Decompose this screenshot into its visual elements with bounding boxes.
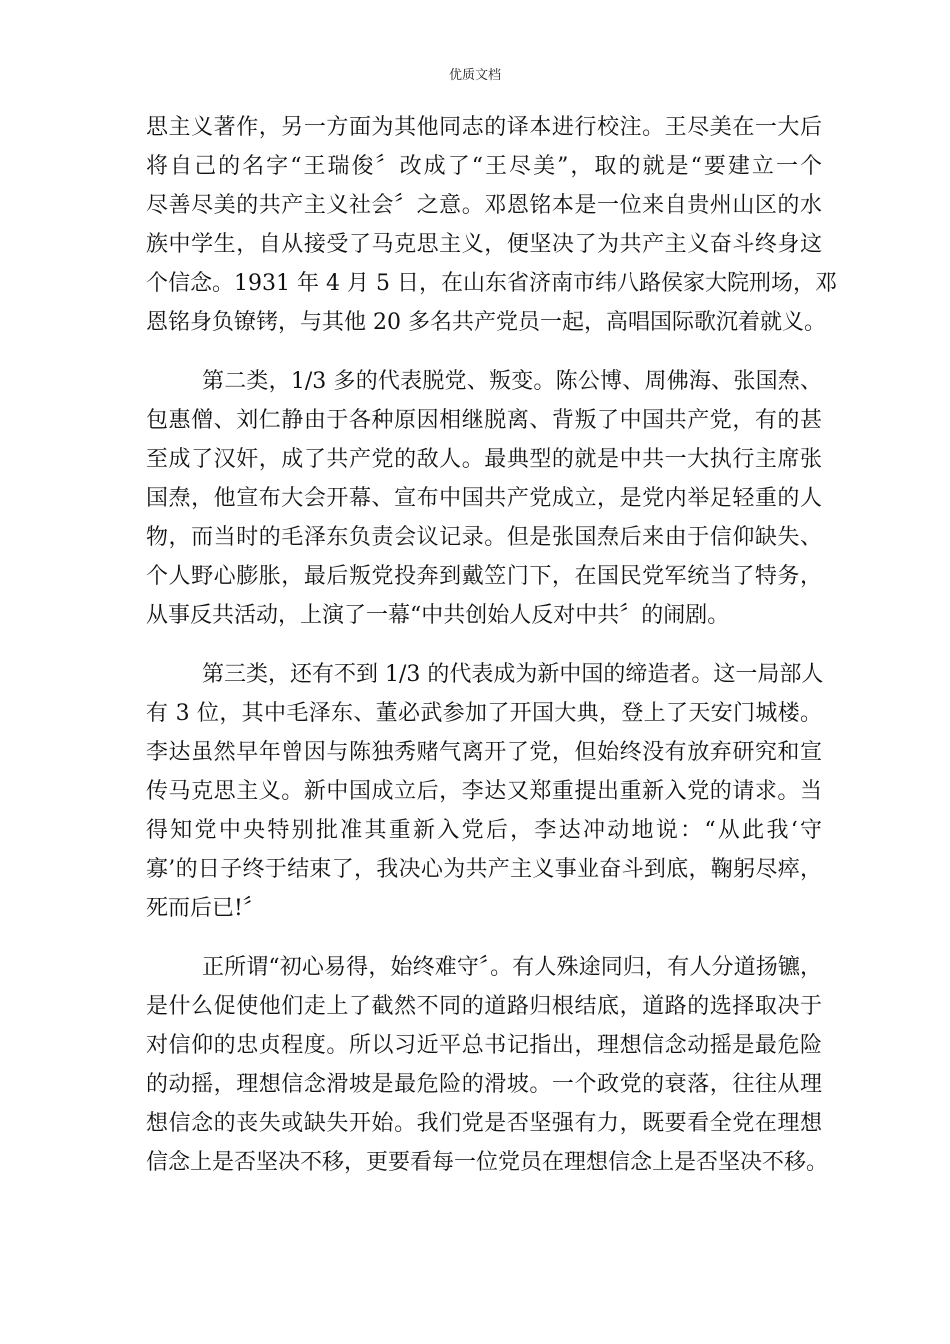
text-line: 对信仰的忠贞程度。所以习近平总书记指出，理想信念动摇是最危险 bbox=[146, 1033, 822, 1058]
paragraph bbox=[146, 108, 837, 342]
text-line: 有 3 位，其中毛泽东、董必武参加了开国大典，登上了天安门城楼。 bbox=[146, 701, 822, 726]
text-line: 尽善尽美的共产主义社会〞之意。邓恩铭本是一位来自贵州山区的水 bbox=[146, 193, 822, 218]
text-line: 物，而当时的毛泽东负责会议记录。但是张国焘后来由于信仰缺失、 bbox=[146, 525, 822, 550]
text-line: 思主义著作，另一方面为其他同志的译本进行校注。王尽美在一大后 bbox=[146, 115, 822, 140]
text-line: 至成了汉奸，成了共产党的敌人。最典型的就是中共一大执行主席张 bbox=[146, 447, 822, 472]
paragraph bbox=[146, 948, 829, 1182]
text-line: 传马克思主义。新中国成立后，李达又郑重提出重新入党的请求。当 bbox=[146, 779, 822, 804]
text-line: 将自己的名字“王瑞俊〞改成了“王尽美”，取的就是“要建立一个 bbox=[146, 154, 822, 179]
text-line: 从事反共活动，上演了一幕“中共创始人反对中共〞的闹剧。 bbox=[146, 603, 730, 628]
text-line: 信念上是否坚决不移，更要看每一位党员在理想信念上是否坚决不移。 bbox=[146, 1150, 829, 1175]
text-line: 第二类，1/3 多的代表脱党、叛变。陈公博、周佛海、张国焘、 bbox=[202, 369, 822, 394]
text-line: 正所谓“初心易得，始终难守〞。有人殊途同归，有人分道扬镳， bbox=[202, 955, 822, 980]
text-line: 得知党中央特别批准其重新入党后，李达冲动地说：“从此我‘守 bbox=[146, 818, 822, 843]
text-line: 是什么促使他们走上了截然不同的道路归根结底，道路的选择取决于 bbox=[146, 994, 822, 1019]
text-line: 死而后已!〞 bbox=[146, 896, 265, 921]
text-line: 寡’的日子终于结束了，我决心为共产主义事业奋斗到底，鞠躬尽瘁， bbox=[146, 857, 822, 882]
text-line: 想信念的丧失或缺失开始。我们党是否坚强有力，既要看全党在理想 bbox=[146, 1111, 822, 1136]
text-line: 族中学生，自从接受了马克思主义，便坚决了为共产主义奋斗终身这 bbox=[146, 232, 822, 257]
paragraph bbox=[146, 655, 822, 928]
paragraph bbox=[146, 362, 822, 635]
document-body bbox=[146, 108, 837, 1202]
text-line: 包惠僧、刘仁静由于各种原因相继脱离、背叛了中国共产党，有的甚 bbox=[146, 408, 822, 433]
text-line: 李达虽然早年曾因与陈独秀赌气离开了党，但始终没有放弃研究和宣 bbox=[146, 740, 822, 765]
text-line: 个信念。1931 年 4 月 5 日，在山东省济南市纬八路侯家大院刑场，邓 bbox=[146, 271, 837, 296]
text-line: 国焘，他宣布大会开幕、宣布中国共产党成立，是党内举足轻重的人 bbox=[146, 486, 822, 511]
text-line: 个人野心膨胀，最后叛党投奔到戴笠门下，在国民党军统当了特务， bbox=[146, 564, 822, 589]
text-line: 恩铭身负镣铐，与其他 20 多名共产党员一起，高唱国际歌沉着就义。 bbox=[146, 310, 826, 335]
text-line: 第三类，还有不到 1/3 的代表成为新中国的缔造者。这一局部人 bbox=[202, 662, 824, 687]
page-header: 优质文档 bbox=[448, 68, 501, 83]
text-line: 的动摇，理想信念滑坡是最危险的滑坡。一个政党的衰落，往往从理 bbox=[146, 1072, 822, 1097]
